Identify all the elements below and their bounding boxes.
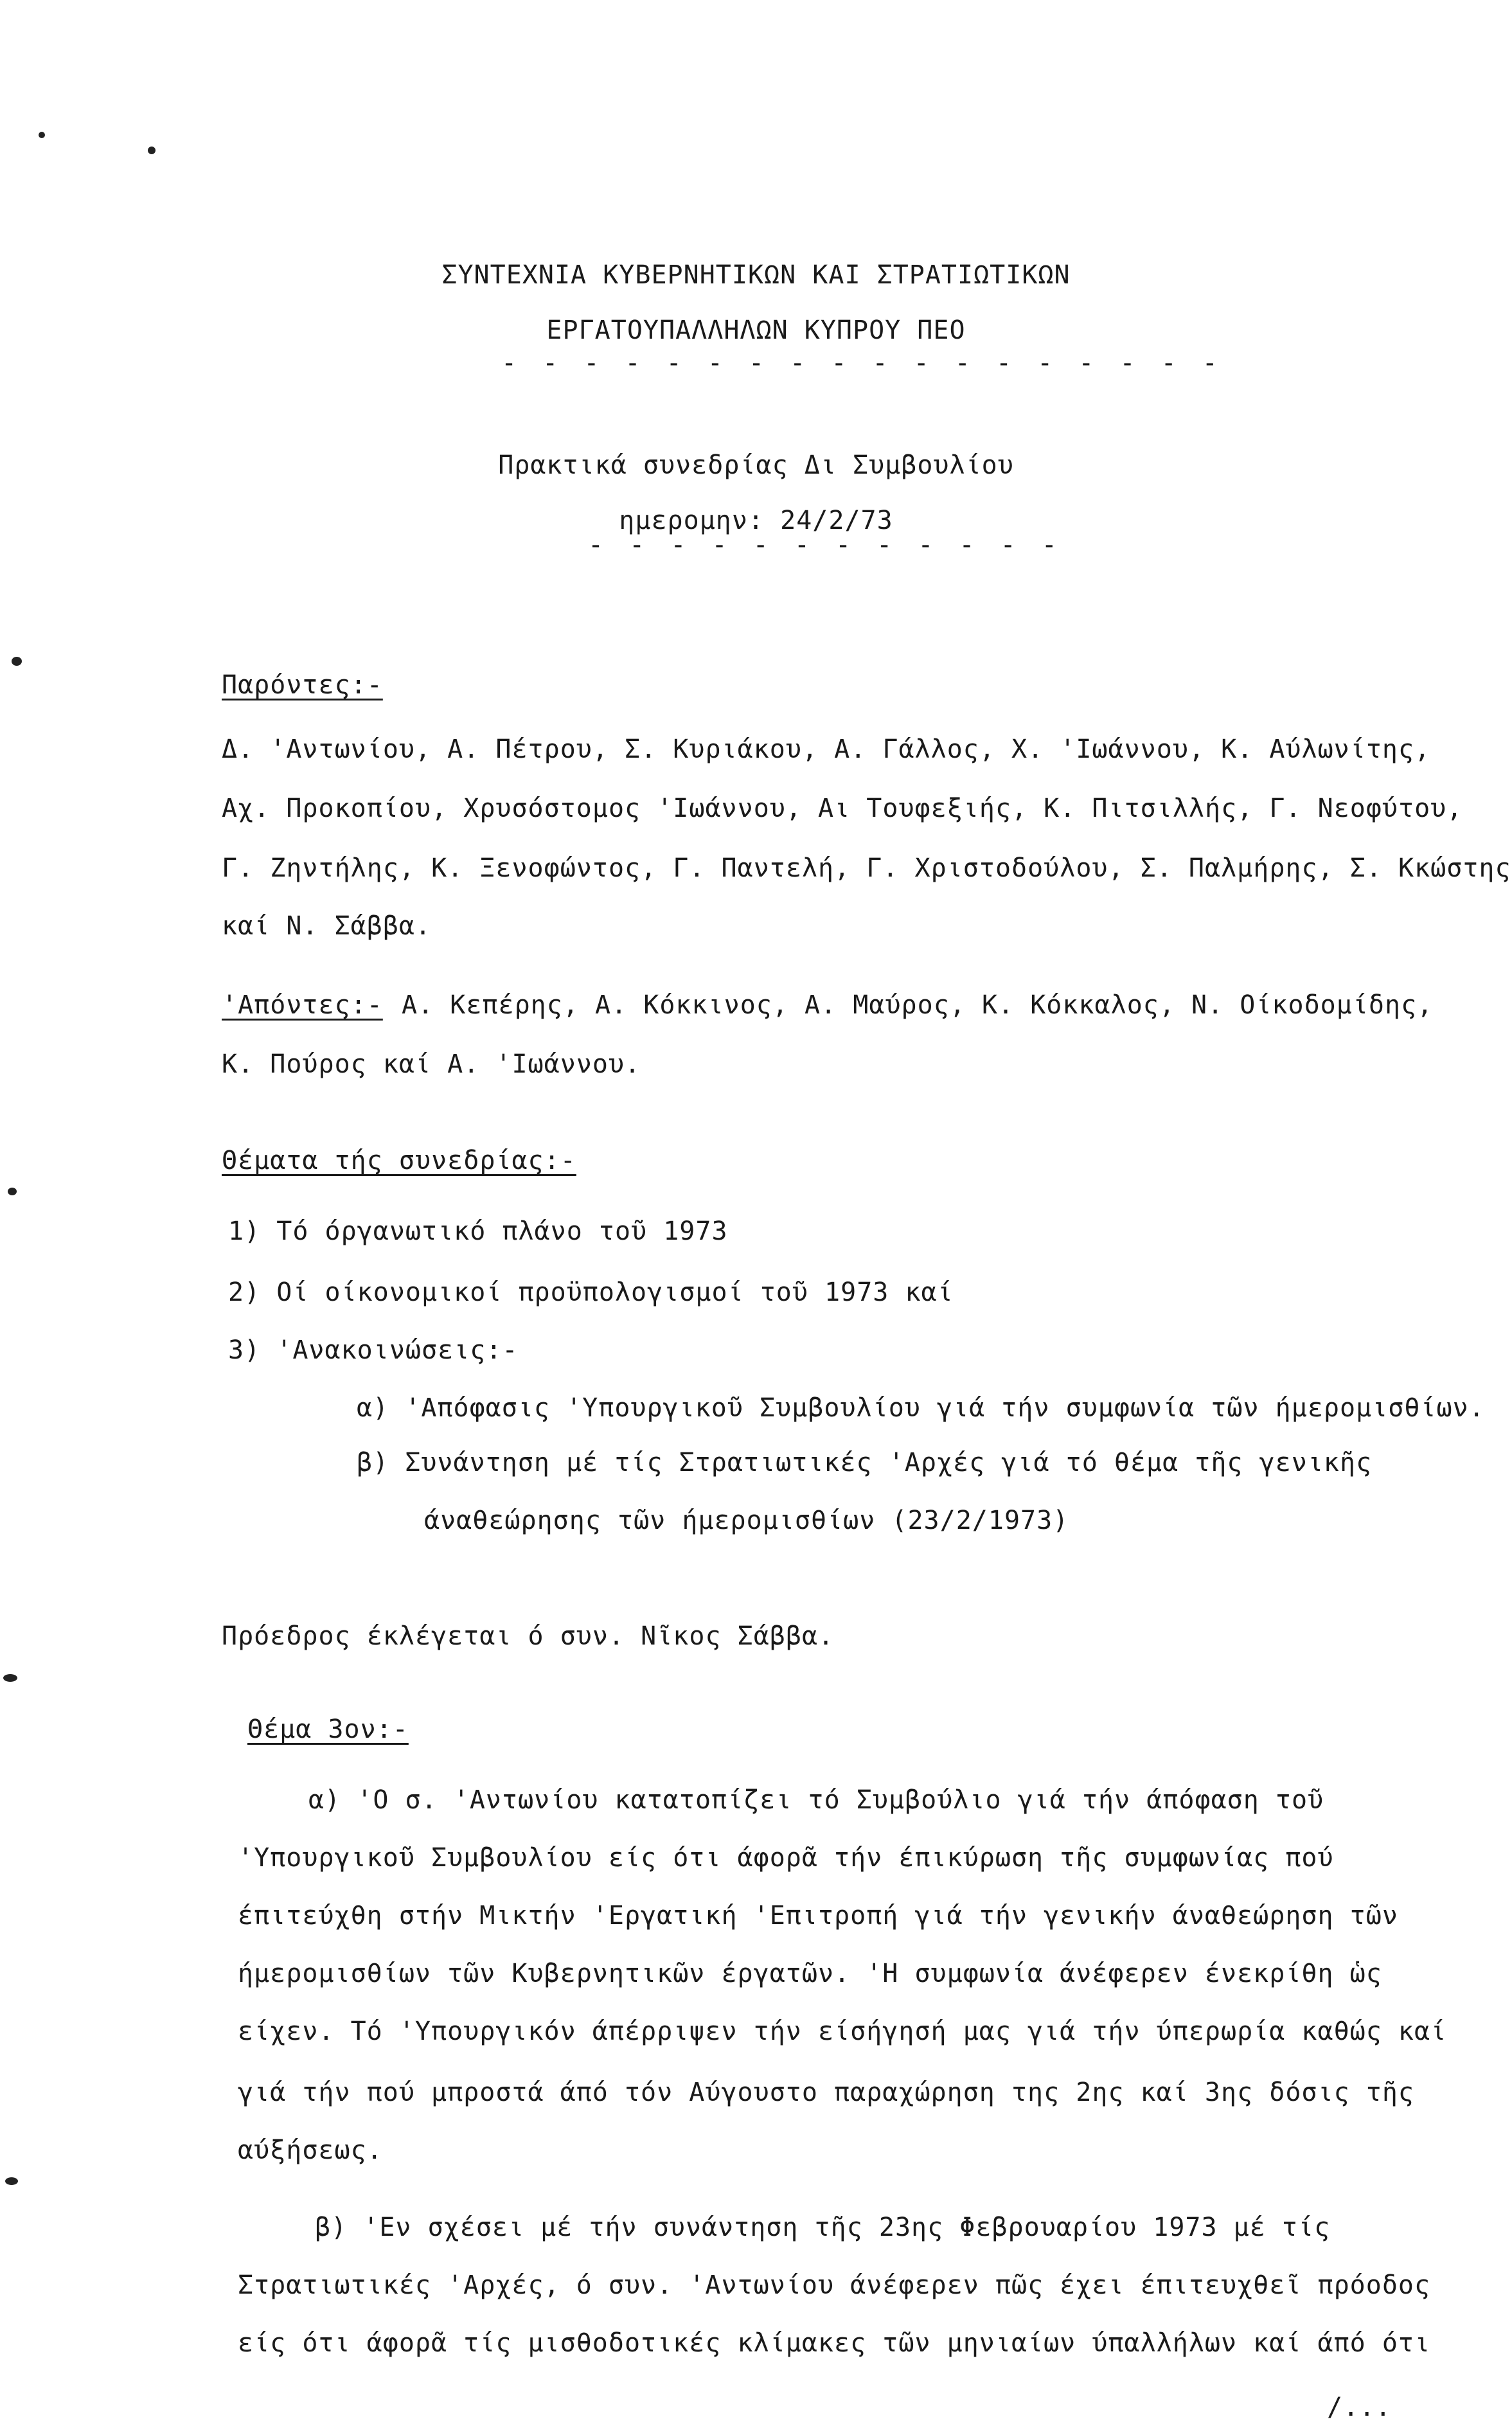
- chair-statement: Πρόεδρος έκλέγεται ό συν. Νῖκος Σάββα.: [222, 1621, 835, 1651]
- agenda-item-2: 2) Οί οίκονομικοί προϋπολογισμοί τοῦ 1973 καί: [228, 1278, 954, 1307]
- absent-line-1: Α. Κεπέρης, Α. Κόκκινος, Α. Μαύρος, Κ. Κόκκαλος, Ν. Οίκοδομίδης,: [402, 990, 1434, 1020]
- agenda-item-1: 1) Τό όργανωτικό πλάνο τοῦ 1973: [228, 1217, 728, 1246]
- topic3-a-line-4: ήμερομισθίων τῶν Κυβερνητικῶν έργατῶν. 'Η συμφωνία άνέφερεν ένεκρίθη ὡς: [238, 1959, 1382, 1988]
- org-title-line2: ΕΡΓΑΤΟΥΠΑΛΛΗΛΩΝ ΚΥΠΡΟΥ ΠΕΟ: [546, 316, 966, 345]
- topic3-a-line-5: είχεν. Τό 'Υπουργικόν άπέρριψεν τήν είσήγησή μας γιά τήν ύπερωρία καθώς καί: [238, 2017, 1447, 2046]
- absent-label: 'Απόντες:-: [222, 990, 383, 1020]
- header-dash-rule: - - - - - - - - - - - - - - - - - -: [501, 348, 1223, 378]
- absent-line-2: Κ. Πούρος καί Α. 'Ιωάννου.: [222, 1049, 641, 1079]
- date-dash-rule: - - - - - - - - - - - -: [588, 530, 1062, 560]
- topic3-a-line-1: α) 'Ο σ. 'Αντωνίου κατατοπίζει τό Συμβούλιο γιά τήν άπόφαση τοῦ: [308, 1785, 1324, 1815]
- topic3-a-line-2: 'Υπουργικοῦ Συμβουλίου είς ότι άφορᾶ τήν έπικύρωση τῆς συμφωνίας πού: [238, 1843, 1334, 1873]
- scan-speck: [39, 132, 45, 138]
- topic3-a-line-6: γιά τήν πού μπροστά άπό τόν Αύγουστο παραχώρηση της 2ης καί 3ης δόσις τῆς: [238, 2078, 1414, 2107]
- org-title-line1: ΣΥΝΤΕΧΝΙΑ ΚΥΒΕΡΝΗΤΙΚΩΝ ΚΑΙ ΣΤΡΑΤΙΩΤΙΚΩΝ: [441, 260, 1071, 290]
- scan-speck: [148, 147, 156, 154]
- agenda-subitem-b-cont: άναθεώρησης τῶν ήμερομισθίων (23/2/1973): [424, 1506, 1069, 1535]
- present-label: Παρόντες:-: [222, 670, 383, 700]
- topic3-b-line-1: β) 'Εν σχέσει μέ τήν συνάντηση τῆς 23ης Φεβρουαρίου 1973 μέ τίς: [315, 2213, 1331, 2242]
- scan-speck: [8, 1188, 17, 1195]
- agenda-item-3: 3) 'Ανακοινώσεις:-: [228, 1335, 519, 1365]
- continuation-mark: /...: [1327, 2393, 1392, 2422]
- topic3-b-line-2: Στρατιωτικές 'Αρχές, ό συν. 'Αντωνίου άνέφερεν πῶς έχει έπιτευχθεῖ πρόοδος: [238, 2270, 1431, 2300]
- scan-speck: [5, 2177, 18, 2185]
- topic3-a-line-3: έπιτεύχθη στήν Μικτήν 'Εργατική 'Επιτροπή γιά τήν γενικήν άναθεώρηση τῶν: [238, 1901, 1398, 1931]
- scan-speck: [3, 1674, 17, 1682]
- agenda-subitem-b: β) Συνάντηση μέ τίς Στρατιωτικές 'Αρχές γιά τό θέμα τῆς γενικῆς: [357, 1448, 1373, 1477]
- meeting-date: ημερομην: 24/2/73: [619, 506, 893, 535]
- topic3-b-line-3: είς ότι άφορᾶ τίς μισθοδοτικές κλίμακες τῶν μηνιαίων ύπαλλήλων καί άπό ότι: [238, 2328, 1431, 2358]
- present-line-3: Γ. Ζηντήλης, Κ. Ξενοφώντος, Γ. Παντελή, Γ. Χριστοδούλου, Σ. Παλμήρης, Σ. Κκώστης: [222, 853, 1511, 883]
- minutes-title: Πρακτικά συνεδρίας Δι Συμβουλίου: [498, 450, 1014, 480]
- topic3-label: Θέμα 3ον:-: [247, 1715, 409, 1744]
- scan-speck: [12, 657, 22, 666]
- present-line-1: Δ. 'Αντωνίου, Α. Πέτρου, Σ. Κυριάκου, Α. Γάλλος, Χ. 'Ιωάννου, Κ. Αύλωνίτης,: [222, 735, 1431, 764]
- topic3-a-line-7: αύξήσεως.: [238, 2136, 383, 2165]
- present-line-2: Αχ. Προκοπίου, Χρυσόστομος 'Ιωάννου, Αι Τουφεξιής, Κ. Πιτσιλλής, Γ. Νεοφύτου,: [222, 794, 1463, 823]
- agenda-subitem-a: α) 'Απόφασις 'Υπουργικοῦ Συμβουλίου γιά τήν συμφωνία τῶν ήμερομισθίων.: [357, 1393, 1485, 1423]
- agenda-label: Θέματα τής συνεδρίας:-: [222, 1146, 576, 1175]
- present-line-4: καί Ν. Σάββα.: [222, 911, 432, 941]
